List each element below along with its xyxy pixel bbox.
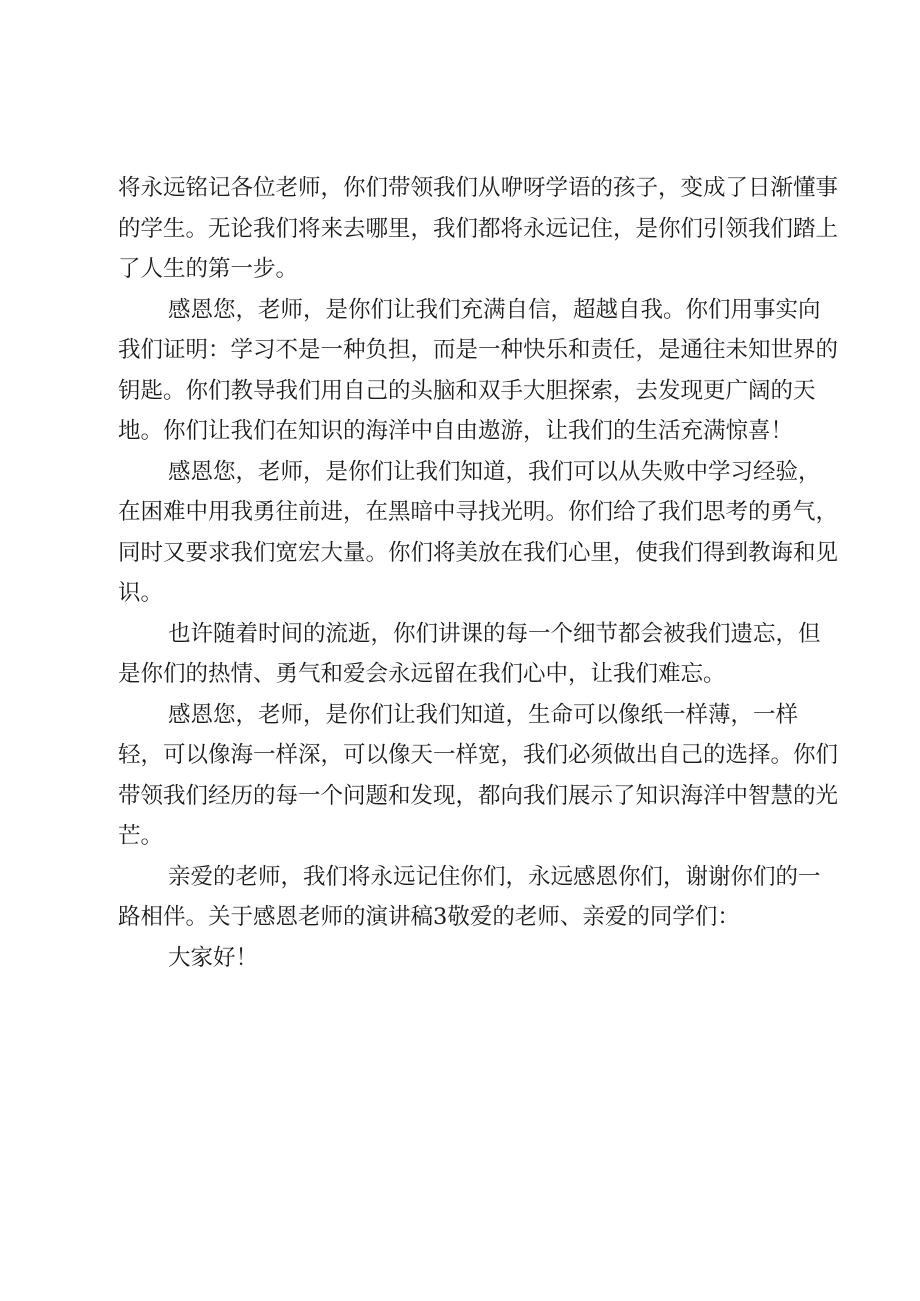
- paragraph-4: 也许随着时间的流逝，你们讲课的每一个细节都会被我们遗忘，但是你们的热情、勇气和爱会永远留在我们心中，让我们难忘。: [118, 620, 821, 687]
- paragraph-2: 感恩您，老师，是你们让我们充满自信，超越自我。你们用事实向我们证明：学习不是一种负担，而是一种快乐和责任，是通往未知世界的钥匙。你们教导我们用自己的头脑和双手大胆探索，去发现更广阔的天地。你们让我们在知识的海洋中自由遨游，让我们的生活充满惊喜！: [118, 296, 839, 444]
- paragraph-6: 亲爱的老师，我们将永远记住你们，永远感恩你们，谢谢你们的一路相伴。关于感恩老师的演讲稿3敬爱的老师、亲爱的同学们：: [118, 863, 821, 930]
- document-body: [118, 168, 838, 978]
- paragraph-1: 将永远铭记各位老师，你们带领我们从咿呀学语的孩子，变成了日渐懂事的学生。无论我们将来去哪里，我们都将永远记住，是你们引领我们踏上了人生的第一步。: [118, 175, 839, 282]
- paragraph-3: 感恩您，老师，是你们让我们知道，我们可以从失败中学习经验，在困难中用我勇往前进，在黑暗中寻找光明。你们给了我们思考的勇气，同时又要求我们宽宏大量。你们将美放在我们心里，使我们得到教诲和见识。: [118, 458, 839, 606]
- paragraph-7: 大家好！: [168, 944, 259, 971]
- paragraph-5: 感恩您，老师，是你们让我们知道，生命可以像纸一样薄，一样轻，可以像海一样深，可以像天一样宽，我们必须做出自己的选择。你们带领我们经历的每一个问题和发现，都向我们展示了知识海洋中智慧的光芒。: [118, 701, 839, 849]
